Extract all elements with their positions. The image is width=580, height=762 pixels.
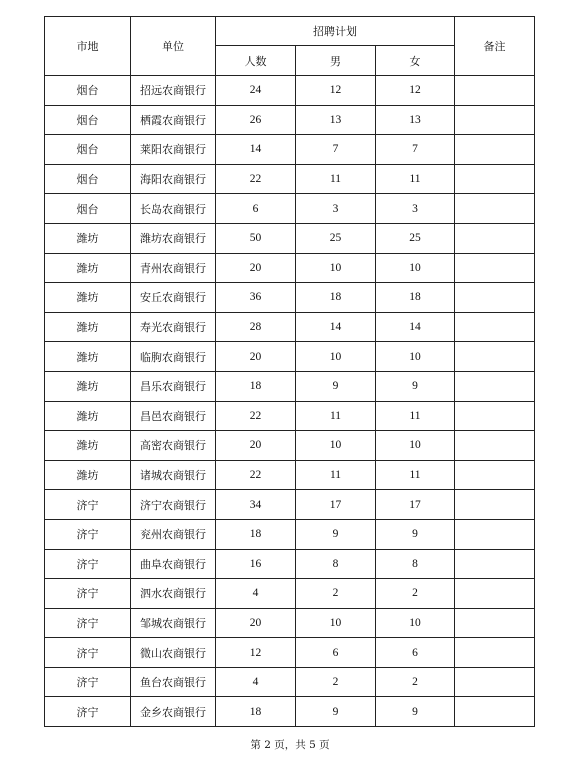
cell-male: 7: [296, 135, 376, 165]
cell-city: 济宁: [45, 490, 131, 520]
cell-male: 12: [296, 76, 376, 106]
cell-male: 10: [296, 431, 376, 461]
cell-city: 烟台: [45, 164, 131, 194]
cell-total: 22: [216, 164, 296, 194]
cell-female: 6: [376, 638, 455, 668]
cell-note: [455, 401, 535, 431]
cell-female: 8: [376, 549, 455, 579]
cell-total: 18: [216, 697, 296, 727]
cell-unit: 寿光农商银行: [131, 312, 216, 342]
cell-unit: 高密农商银行: [131, 431, 216, 461]
table-row: [45, 164, 535, 194]
cell-total: 4: [216, 579, 296, 609]
cell-unit: 诸城农商银行: [131, 460, 216, 490]
cell-note: [455, 76, 535, 106]
cell-city: 潍坊: [45, 460, 131, 490]
header-total: 人数: [216, 46, 296, 76]
cell-female: 10: [376, 342, 455, 372]
header-male: 男: [296, 46, 376, 76]
cell-total: 12: [216, 638, 296, 668]
cell-total: 20: [216, 253, 296, 283]
cell-unit: 泗水农商银行: [131, 579, 216, 609]
table-row: [45, 460, 535, 490]
cell-city: 济宁: [45, 667, 131, 697]
table-row: [45, 549, 535, 579]
table-row: [45, 697, 535, 727]
cell-male: 18: [296, 283, 376, 313]
cell-note: [455, 253, 535, 283]
cell-female: 10: [376, 608, 455, 638]
cell-total: 22: [216, 460, 296, 490]
cell-note: [455, 283, 535, 313]
cell-female: 9: [376, 519, 455, 549]
cell-male: 10: [296, 342, 376, 372]
table-row: [45, 342, 535, 372]
cell-unit: 鱼台农商银行: [131, 667, 216, 697]
cell-city: 潍坊: [45, 223, 131, 253]
cell-city: 烟台: [45, 105, 131, 135]
cell-total: 4: [216, 667, 296, 697]
cell-total: 28: [216, 312, 296, 342]
cell-female: 18: [376, 283, 455, 313]
header-note: 备注: [455, 17, 535, 76]
header-unit: 单位: [131, 17, 216, 76]
cell-note: [455, 342, 535, 372]
cell-male: 17: [296, 490, 376, 520]
cell-male: 25: [296, 223, 376, 253]
cell-female: 2: [376, 579, 455, 609]
cell-female: 2: [376, 667, 455, 697]
cell-male: 9: [296, 371, 376, 401]
cell-total: 14: [216, 135, 296, 165]
cell-male: 6: [296, 638, 376, 668]
cell-male: 8: [296, 549, 376, 579]
cell-city: 潍坊: [45, 342, 131, 372]
cell-note: [455, 105, 535, 135]
cell-unit: 微山农商银行: [131, 638, 216, 668]
cell-city: 烟台: [45, 135, 131, 165]
table-row: [45, 105, 535, 135]
cell-total: 18: [216, 519, 296, 549]
cell-total: 16: [216, 549, 296, 579]
cell-female: 17: [376, 490, 455, 520]
cell-female: 11: [376, 164, 455, 194]
cell-male: 11: [296, 164, 376, 194]
cell-male: 9: [296, 697, 376, 727]
cell-male: 2: [296, 667, 376, 697]
cell-unit: 栖霞农商银行: [131, 105, 216, 135]
cell-unit: 昌邑农商银行: [131, 401, 216, 431]
cell-female: 9: [376, 371, 455, 401]
cell-female: 13: [376, 105, 455, 135]
table-row: [45, 667, 535, 697]
cell-unit: 潍坊农商银行: [131, 223, 216, 253]
cell-unit: 安丘农商银行: [131, 283, 216, 313]
table-row: [45, 135, 535, 165]
table-row: [45, 401, 535, 431]
table-row: [45, 519, 535, 549]
cell-note: [455, 519, 535, 549]
cell-note: [455, 667, 535, 697]
cell-city: 潍坊: [45, 401, 131, 431]
cell-note: [455, 608, 535, 638]
cell-note: [455, 638, 535, 668]
cell-male: 13: [296, 105, 376, 135]
table-row: [45, 490, 535, 520]
cell-total: 20: [216, 342, 296, 372]
table-row: [45, 312, 535, 342]
cell-city: 潍坊: [45, 253, 131, 283]
cell-note: [455, 371, 535, 401]
table-row: [45, 223, 535, 253]
cell-city: 济宁: [45, 697, 131, 727]
table-row: [45, 371, 535, 401]
cell-unit: 海阳农商银行: [131, 164, 216, 194]
cell-unit: 昌乐农商银行: [131, 371, 216, 401]
cell-city: 济宁: [45, 579, 131, 609]
cell-female: 25: [376, 223, 455, 253]
cell-unit: 莱阳农商银行: [131, 135, 216, 165]
cell-note: [455, 135, 535, 165]
cell-male: 14: [296, 312, 376, 342]
header-recruitment-plan: 招聘计划: [216, 17, 455, 46]
cell-note: [455, 490, 535, 520]
cell-male: 11: [296, 460, 376, 490]
table-row: [45, 76, 535, 106]
cell-female: 3: [376, 194, 455, 224]
cell-total: 18: [216, 371, 296, 401]
cell-male: 10: [296, 608, 376, 638]
cell-city: 济宁: [45, 519, 131, 549]
cell-total: 24: [216, 76, 296, 106]
cell-city: 济宁: [45, 608, 131, 638]
cell-female: 11: [376, 460, 455, 490]
cell-female: 10: [376, 253, 455, 283]
cell-total: 50: [216, 223, 296, 253]
cell-note: [455, 223, 535, 253]
cell-female: 7: [376, 135, 455, 165]
cell-unit: 临朐农商银行: [131, 342, 216, 372]
table-row: [45, 283, 535, 313]
cell-male: 9: [296, 519, 376, 549]
cell-total: 36: [216, 283, 296, 313]
cell-female: 11: [376, 401, 455, 431]
cell-female: 10: [376, 431, 455, 461]
cell-note: [455, 312, 535, 342]
cell-unit: 招远农商银行: [131, 76, 216, 106]
table-row: [45, 431, 535, 461]
cell-female: 12: [376, 76, 455, 106]
cell-city: 潍坊: [45, 431, 131, 461]
cell-total: 20: [216, 608, 296, 638]
cell-unit: 曲阜农商银行: [131, 549, 216, 579]
cell-unit: 邹城农商银行: [131, 608, 216, 638]
cell-total: 22: [216, 401, 296, 431]
header-female: 女: [376, 46, 455, 76]
cell-note: [455, 194, 535, 224]
table-body: [45, 76, 535, 727]
cell-city: 潍坊: [45, 371, 131, 401]
cell-female: 9: [376, 697, 455, 727]
table-row: [45, 608, 535, 638]
cell-unit: 长岛农商银行: [131, 194, 216, 224]
cell-male: 3: [296, 194, 376, 224]
cell-city: 潍坊: [45, 283, 131, 313]
recruitment-plan-table: [44, 16, 535, 727]
cell-city: 济宁: [45, 549, 131, 579]
header-city: 市地: [45, 17, 131, 76]
cell-note: [455, 431, 535, 461]
cell-note: [455, 460, 535, 490]
cell-male: 10: [296, 253, 376, 283]
cell-city: 烟台: [45, 194, 131, 224]
page-number-footer: 第 2 页，共 5 页: [250, 739, 330, 751]
cell-total: 6: [216, 194, 296, 224]
cell-female: 14: [376, 312, 455, 342]
cell-unit: 济宁农商银行: [131, 490, 216, 520]
cell-unit: 金乡农商银行: [131, 697, 216, 727]
cell-unit: 青州农商银行: [131, 253, 216, 283]
cell-note: [455, 164, 535, 194]
cell-male: 2: [296, 579, 376, 609]
cell-unit: 兖州农商银行: [131, 519, 216, 549]
cell-total: 20: [216, 431, 296, 461]
table-row: [45, 253, 535, 283]
cell-note: [455, 579, 535, 609]
cell-total: 26: [216, 105, 296, 135]
table-row: [45, 579, 535, 609]
cell-city: 烟台: [45, 76, 131, 106]
cell-city: 潍坊: [45, 312, 131, 342]
table-row: [45, 638, 535, 668]
cell-note: [455, 549, 535, 579]
table-row: [45, 194, 535, 224]
cell-note: [455, 697, 535, 727]
cell-total: 34: [216, 490, 296, 520]
cell-male: 11: [296, 401, 376, 431]
cell-city: 济宁: [45, 638, 131, 668]
